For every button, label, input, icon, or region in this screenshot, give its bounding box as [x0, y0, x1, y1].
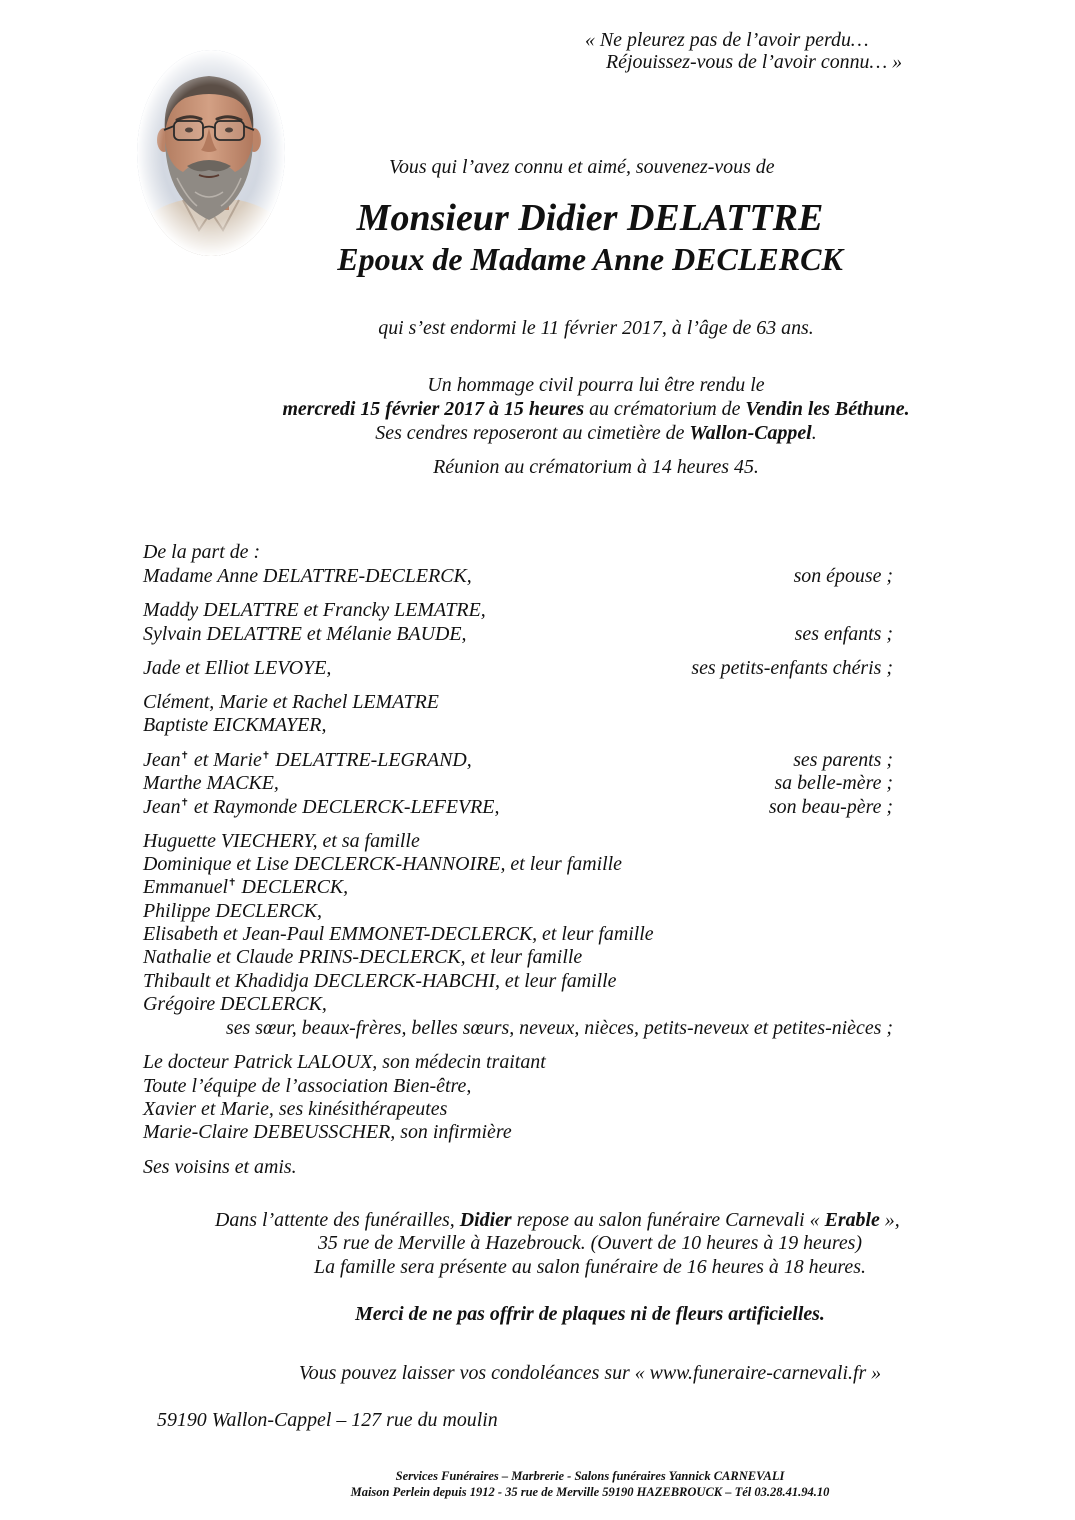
surname: et Raymonde DECLERCK-LEFEVRE, — [188, 796, 500, 818]
family-row-children — [143, 622, 893, 646]
family-member-name: Nathalie et Claude PRINS-DECLERCK, et leur famille — [143, 946, 583, 968]
care-team-member: Le docteur Patrick LALOUX, son médecin traitant — [143, 1051, 546, 1073]
visitation-intro: Dans l’attente des funérailles, — [215, 1209, 460, 1231]
relationship-label: ses parents ; — [793, 749, 893, 771]
second-name: et Marie — [188, 749, 262, 771]
family-member-name: Grégoire DECLERCK, — [143, 993, 327, 1015]
family-member-name: Baptiste EICKMAYER, — [143, 714, 327, 736]
ceremony-venue: Vendin les Béthune. — [745, 398, 910, 420]
ceremony-details — [146, 397, 1046, 421]
relationship-label: son épouse ; — [793, 565, 893, 587]
first-name: Jean — [143, 796, 181, 818]
epigraph-line: Réjouissez-vous de l’avoir connu… » — [606, 51, 903, 73]
visitation-name: Didier — [459, 1209, 512, 1231]
family-member-name: Clément, Marie et Rachel LEMATRE — [143, 691, 439, 713]
ceremony-datetime: mercredi 15 février 2017 à 15 heures — [282, 398, 585, 420]
ceremony-intro: Un hommage civil pourra lui être rendu le — [427, 374, 765, 396]
visitation-suffix: », — [879, 1209, 900, 1231]
family-member-name — [143, 875, 348, 899]
family-member-name: Huguette VIECHERY, et sa famille — [143, 830, 420, 852]
condolences-line: Vous pouvez laisser vos condoléances sur « www.funeraire-carnevali.fr » — [298, 1362, 882, 1384]
family-member-name — [143, 795, 499, 819]
family-member-name: Philippe DECLERCK, — [143, 900, 323, 922]
ashes-line — [146, 421, 1046, 445]
family-member-name: Elisabeth et Jean-Paul EMMONET-DECLERCK, et leur famille — [143, 923, 654, 945]
death-notice: qui s’est endormi le 11 février 2017, à l’âge de 63 ans. — [378, 317, 814, 339]
relationship-label: son beau-père ; — [768, 796, 893, 818]
salon-name: Erable — [824, 1209, 880, 1231]
family-row-father-in-law — [143, 795, 893, 819]
relationship-label: sa belle-mère ; — [774, 772, 893, 794]
cemetery-name: Wallon-Cappel — [689, 422, 812, 444]
care-team-member: Xavier et Marie, ses kinésithérapeutes — [143, 1098, 448, 1120]
surname: DELATTRE-LEGRAND, — [270, 749, 472, 771]
family-member-name: Marthe MACKE, — [143, 772, 279, 794]
deceased-cross-icon: ✝ — [180, 797, 189, 809]
visitation-line — [215, 1208, 900, 1232]
care-team-member: Toute l’équipe de l’association Bien-être, — [143, 1075, 472, 1097]
relationship-label: ses petits-enfants chéris ; — [691, 657, 893, 679]
ashes-suffix: . — [811, 422, 817, 444]
family-heading: De la part de : — [143, 541, 261, 563]
family-member-name: Dominique et Lise DECLERCK-HANNOIRE, et leur famille — [143, 853, 622, 875]
home-address: 59190 Wallon-Cappel – 127 rue du moulin — [157, 1409, 498, 1431]
footer-line: Maison Perlein depuis 1912 - 35 rue de Merville 59190 HAZEBROUCK – Tél 03.28.41.94.10 — [350, 1485, 830, 1499]
family-row-mother-in-law — [143, 771, 893, 795]
family-row-grandchildren — [143, 656, 893, 680]
visitation-place-label: repose au salon funéraire Carnevali « — [511, 1209, 825, 1231]
first-name: Emmanuel — [143, 876, 229, 898]
relationship-label: ses enfants ; — [794, 623, 893, 645]
gathering-time: Réunion au crématorium à 14 heures 45. — [433, 456, 759, 478]
ashes-label: Ses cendres reposeront au cimetière de — [375, 422, 690, 444]
care-team-member: Marie-Claire DEBEUSSCHER, son infirmière — [143, 1121, 512, 1143]
first-name: Jean — [143, 749, 181, 771]
relationship-label: ses sœur, beaux-frères, belles sœurs, neveux, nièces, petits-neveux et petites-nièces ; — [225, 1017, 893, 1039]
family-member-name: Madame Anne DELATTRE-DECLERCK, — [143, 565, 472, 587]
family-member-name: Maddy DELATTRE et Francky LEMATRE, — [143, 599, 486, 621]
family-member-name: Jade et Elliot LEVOYE, — [143, 657, 332, 679]
family-row-spouse — [143, 564, 893, 588]
family-member-name: Sylvain DELATTRE et Mélanie BAUDE, — [143, 623, 467, 645]
remembrance-intro: Vous qui l’avez connu et aimé, souvenez-vous de — [389, 156, 775, 178]
family-row-parents — [143, 748, 893, 772]
deceased-name: Monsieur Didier DELATTRE — [356, 197, 824, 239]
ceremony-venue-label: au crématorium de — [584, 398, 746, 420]
deceased-cross-icon: ✝ — [228, 877, 237, 889]
family-presence-hours: La famille sera présente au salon funéraire de 16 heures à 18 heures. — [314, 1256, 866, 1278]
deceased-cross-icon: ✝ — [261, 750, 271, 762]
deceased-cross-icon: ✝ — [180, 750, 189, 762]
salon-address: 35 rue de Merville à Hazebrouck. (Ouvert de 10 heures à 19 heures) — [317, 1232, 863, 1254]
flowers-request: Merci de ne pas offrir de plaques ni de fleurs artificielles. — [355, 1303, 825, 1325]
family-member-name — [143, 748, 472, 772]
footer-line: Services Funéraires – Marbrerie - Salons funéraires Yannick CARNEVALI — [395, 1469, 785, 1483]
surname: DECLERCK, — [236, 876, 349, 898]
family-member-name: Thibault et Khadidja DECLERCK-HABCHI, et leur famille — [143, 970, 617, 992]
neighbors-line: Ses voisins et amis. — [143, 1156, 297, 1178]
spouse-line: Epoux de Madame Anne DECLERCK — [337, 241, 843, 277]
epigraph-line: « Ne pleurez pas de l’avoir perdu… — [585, 29, 869, 51]
